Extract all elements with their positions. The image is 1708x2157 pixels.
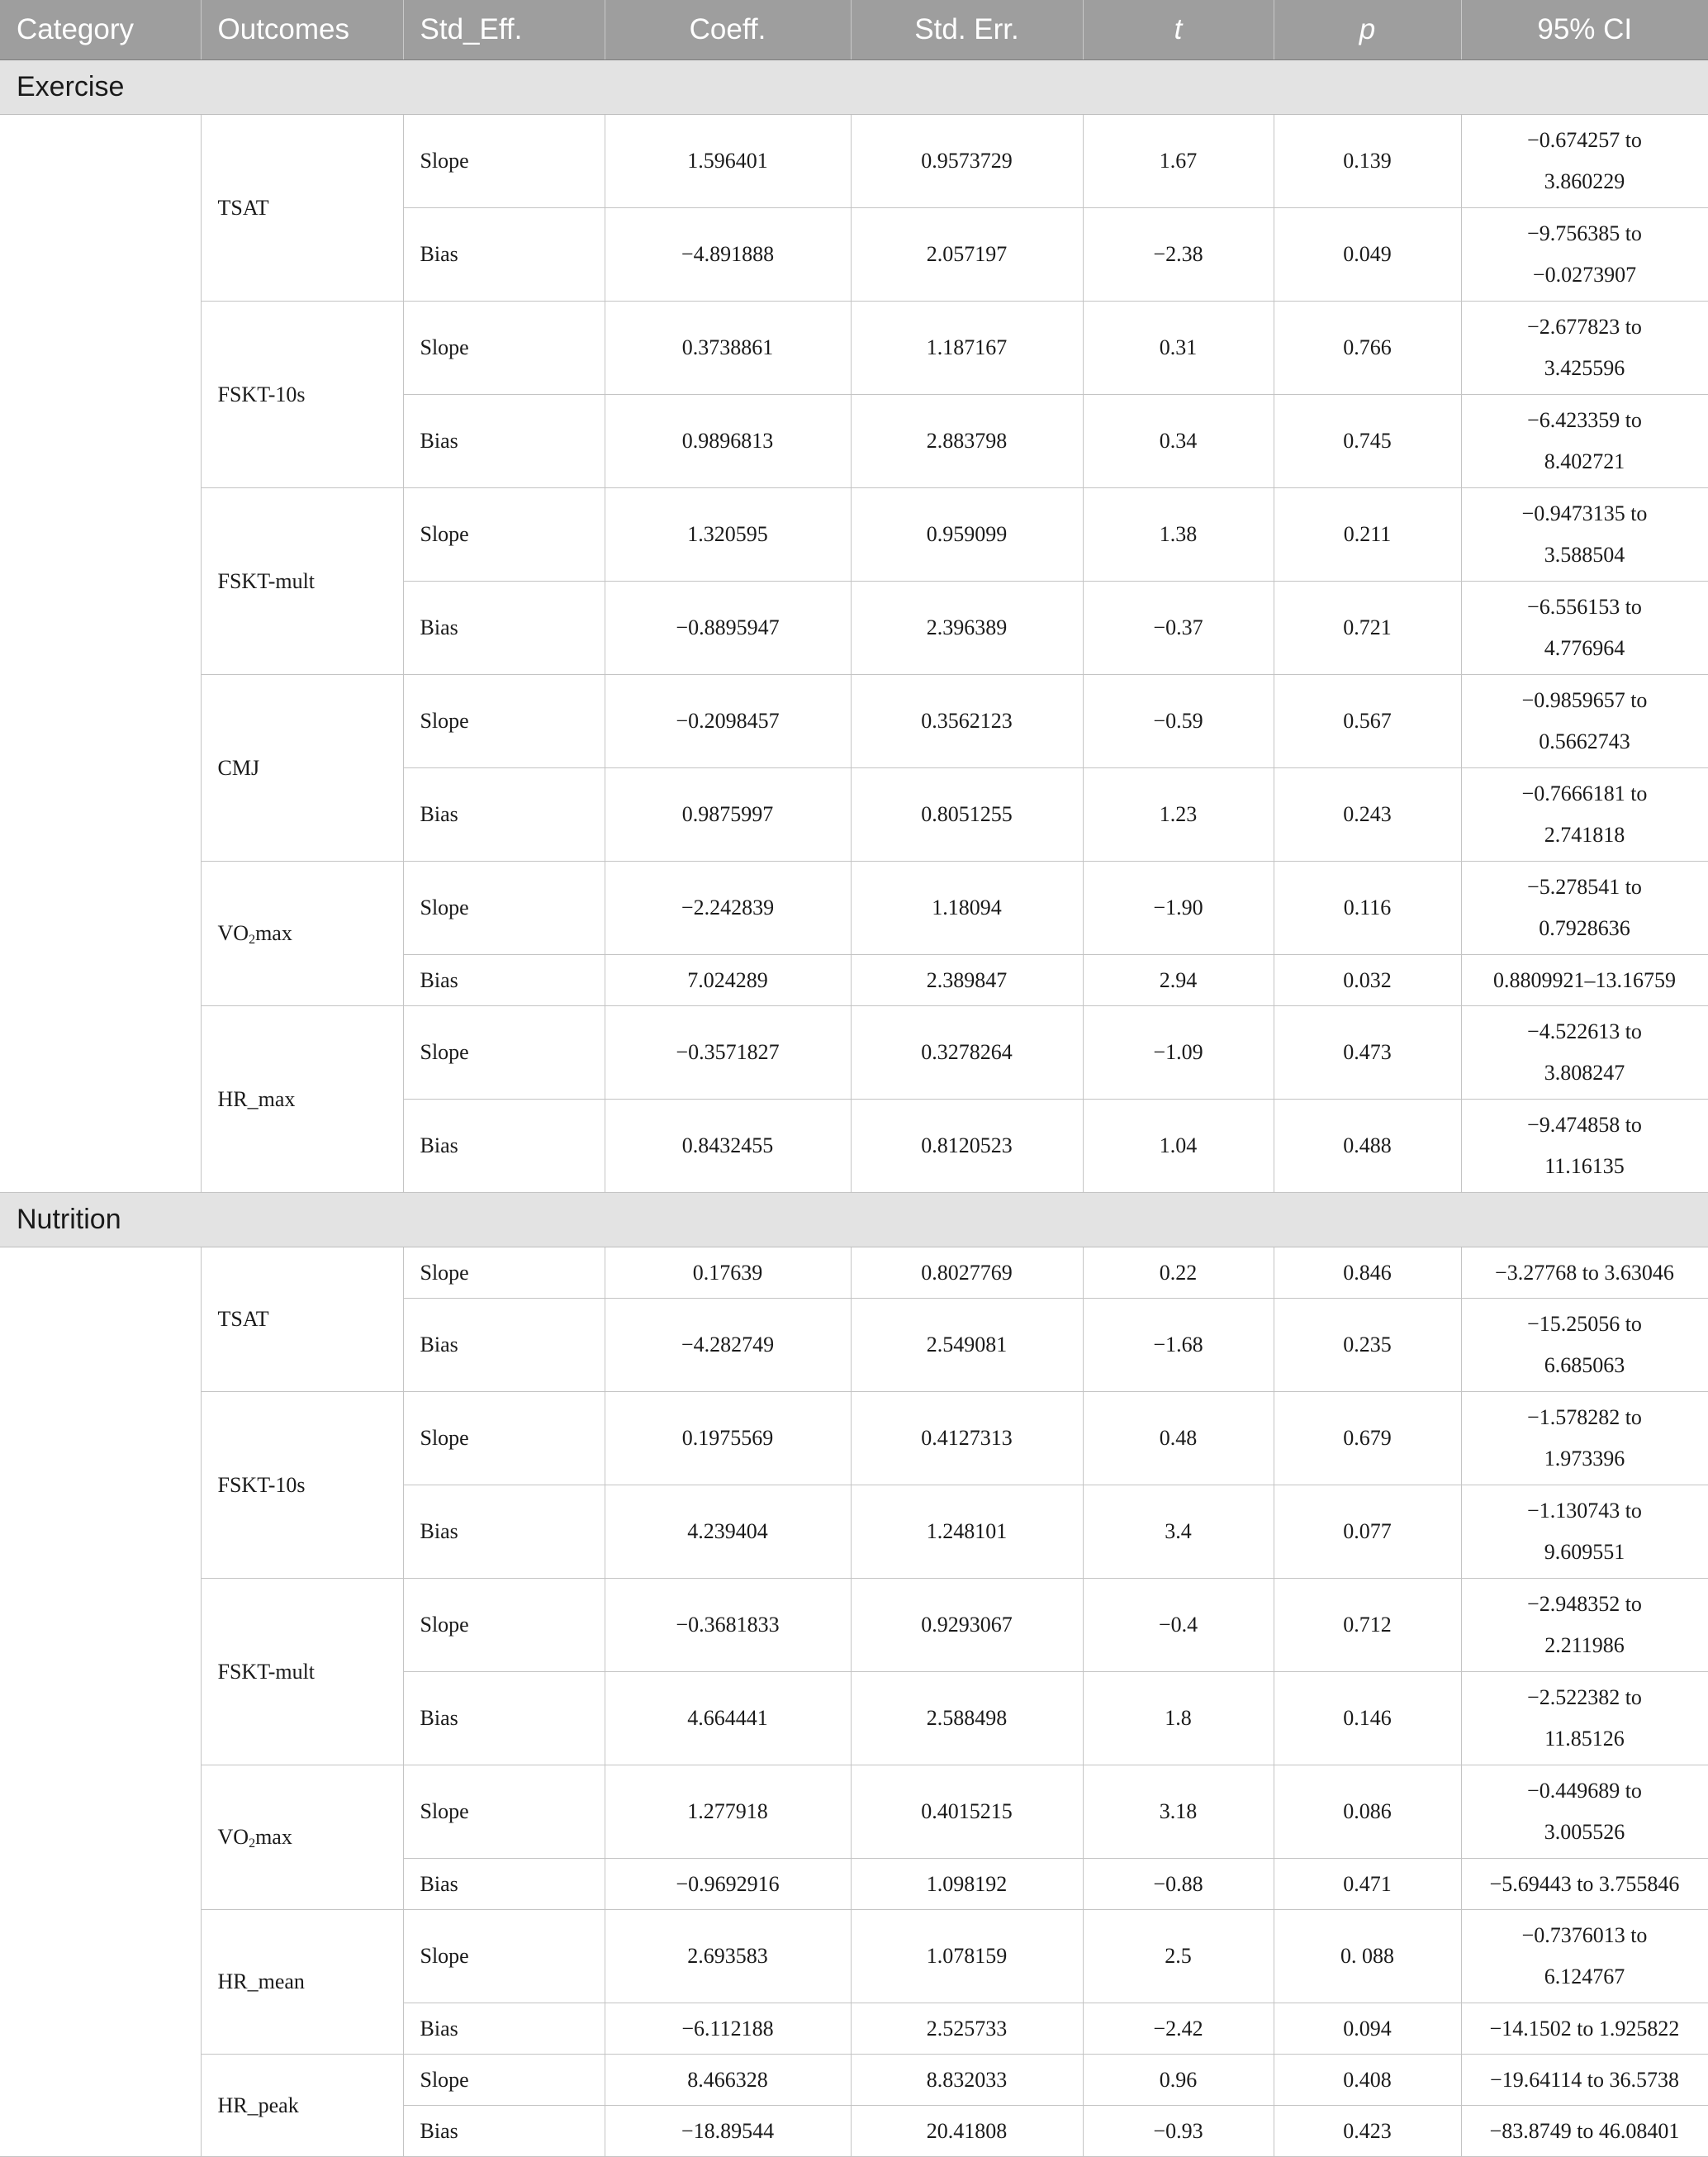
ci-line: 2.741818 — [1544, 823, 1625, 847]
t-cell: 0.48 — [1083, 1392, 1274, 1485]
ci-line: −14.1502 to 1.925822 — [1489, 2016, 1680, 2041]
ci-line: 0.5662743 — [1539, 729, 1630, 753]
t-cell: −0.88 — [1083, 1859, 1274, 1910]
ci-line: −5.278541 to — [1527, 875, 1642, 899]
header-ci: 95% CI — [1461, 0, 1708, 60]
category-cell — [0, 1247, 201, 2157]
p-cell: 0.423 — [1274, 2106, 1461, 2157]
ci-cell — [1461, 1859, 1708, 1910]
p-cell: 0.488 — [1274, 1100, 1461, 1193]
ci-cell — [1461, 582, 1708, 675]
ci-cell — [1461, 768, 1708, 862]
ci-line: −2.677823 to — [1527, 315, 1642, 339]
p-cell: 0.567 — [1274, 675, 1461, 768]
ci-line: −0.674257 to — [1527, 128, 1642, 152]
p-cell: 0.049 — [1274, 208, 1461, 302]
t-cell: −1.09 — [1083, 1006, 1274, 1100]
std-err-cell: 0.8051255 — [851, 768, 1083, 862]
outcome-name: HR_max — [217, 1086, 296, 1111]
ci-cell — [1461, 1247, 1708, 1299]
p-cell: 0.471 — [1274, 1859, 1461, 1910]
p-cell: 0.679 — [1274, 1392, 1461, 1485]
ci-line: 11.16135 — [1544, 1154, 1625, 1178]
outcome-cell — [201, 488, 403, 675]
p-cell: 0.408 — [1274, 2055, 1461, 2106]
std-err-cell: 8.832033 — [851, 2055, 1083, 2106]
std-eff-cell: Bias — [403, 1299, 605, 1392]
group-row — [0, 60, 1708, 115]
std-err-cell: 0.9293067 — [851, 1579, 1083, 1672]
std-err-cell: 2.588498 — [851, 1672, 1083, 1765]
header-coeff: Coeff. — [605, 0, 851, 60]
coeff-cell: −4.891888 — [605, 208, 851, 302]
table-row — [0, 1765, 1708, 1859]
t-cell: 2.94 — [1083, 955, 1274, 1006]
t-cell: −0.37 — [1083, 582, 1274, 675]
t-cell: −1.68 — [1083, 1299, 1274, 1392]
table-row — [0, 1910, 1708, 2003]
ci-line: 3.808247 — [1544, 1061, 1625, 1085]
table-body — [0, 60, 1708, 2157]
ci-cell — [1461, 1006, 1708, 1100]
std-err-cell: 0.3278264 — [851, 1006, 1083, 1100]
t-cell: 0.22 — [1083, 1247, 1274, 1299]
outcome-suffix: max — [255, 1825, 292, 1849]
ci-line: −6.556153 to — [1527, 595, 1642, 619]
std-eff-cell: Slope — [403, 1910, 605, 2003]
outcome-name: FSKT-mult — [217, 568, 316, 593]
std-err-cell: 2.883798 — [851, 395, 1083, 488]
header-t-label: t — [1174, 13, 1183, 45]
std-err-cell: 20.41808 — [851, 2106, 1083, 2157]
ci-line: −83.8749 to 46.08401 — [1489, 2118, 1680, 2143]
ci-cell — [1461, 2003, 1708, 2055]
t-cell: 3.4 — [1083, 1485, 1274, 1579]
ci-cell — [1461, 1299, 1708, 1392]
header-std-eff: Std_Eff. — [403, 0, 605, 60]
ci-cell — [1461, 862, 1708, 955]
p-cell: 0. 088 — [1274, 1910, 1461, 2003]
table-row — [0, 2055, 1708, 2106]
std-err-cell: 1.187167 — [851, 302, 1083, 395]
p-cell: 0.139 — [1274, 115, 1461, 208]
ci-line: −1.578282 to — [1527, 1405, 1642, 1429]
coeff-cell: 2.693583 — [605, 1910, 851, 2003]
coeff-cell: 4.664441 — [605, 1672, 851, 1765]
ci-cell — [1461, 675, 1708, 768]
std-eff-cell: Bias — [403, 1859, 605, 1910]
outcome-name: HR_peak — [217, 2093, 299, 2117]
ci-line: −0.7666181 to — [1521, 782, 1648, 805]
ci-cell — [1461, 1100, 1708, 1193]
std-eff-cell: Bias — [403, 768, 605, 862]
coeff-cell: 8.466328 — [605, 2055, 851, 2106]
std-eff-cell: Slope — [403, 862, 605, 955]
coeff-cell: 0.9875997 — [605, 768, 851, 862]
std-eff-cell: Slope — [403, 675, 605, 768]
group-row — [0, 1193, 1708, 1247]
std-err-cell: 2.389847 — [851, 955, 1083, 1006]
p-cell: 0.032 — [1274, 955, 1461, 1006]
ci-line: 8.402721 — [1544, 449, 1625, 473]
ci-line: 6.685063 — [1544, 1353, 1625, 1377]
coeff-cell: 1.277918 — [605, 1765, 851, 1859]
std-err-cell: 0.4015215 — [851, 1765, 1083, 1859]
p-cell: 0.211 — [1274, 488, 1461, 582]
ci-line: −5.69443 to 3.755846 — [1489, 1871, 1680, 1896]
ci-line: 0.8809921–13.16759 — [1493, 967, 1676, 992]
ci-cell — [1461, 208, 1708, 302]
ci-cell — [1461, 1392, 1708, 1485]
ci-cell — [1461, 1672, 1708, 1765]
std-eff-cell: Slope — [403, 115, 605, 208]
outcome-cell — [201, 1910, 403, 2055]
std-eff-cell: Bias — [403, 208, 605, 302]
p-cell: 0.721 — [1274, 582, 1461, 675]
ci-line: −0.7376013 to — [1521, 1923, 1648, 1947]
coeff-cell: −0.8895947 — [605, 582, 851, 675]
ci-line: 4.776964 — [1544, 636, 1625, 660]
std-err-cell: 0.3562123 — [851, 675, 1083, 768]
outcome-cell — [201, 2055, 403, 2157]
std-err-cell: 1.098192 — [851, 1859, 1083, 1910]
ci-line: −4.522613 to — [1527, 1019, 1642, 1043]
table-row — [0, 1006, 1708, 1100]
ci-line: −0.449689 to — [1527, 1779, 1642, 1803]
outcome-cell — [201, 302, 403, 488]
coeff-cell: −6.112188 — [605, 2003, 851, 2055]
std-err-cell: 1.248101 — [851, 1485, 1083, 1579]
std-eff-cell: Slope — [403, 1392, 605, 1485]
std-err-cell: 1.18094 — [851, 862, 1083, 955]
ci-line: 3.588504 — [1544, 543, 1625, 567]
table-row — [0, 115, 1708, 208]
std-err-cell: 2.057197 — [851, 208, 1083, 302]
std-eff-cell: Bias — [403, 395, 605, 488]
coeff-cell: 1.596401 — [605, 115, 851, 208]
std-eff-cell: Slope — [403, 302, 605, 395]
coeff-cell: −0.9692916 — [605, 1859, 851, 1910]
std-eff-cell: Slope — [403, 1006, 605, 1100]
coeff-cell: −18.89544 — [605, 2106, 851, 2157]
outcome-cell — [201, 862, 403, 1006]
outcome-cell — [201, 1006, 403, 1193]
table-header — [0, 0, 1708, 60]
outcome-cell — [201, 115, 403, 302]
table-row — [0, 1247, 1708, 1299]
outcome-name: FSKT-10s — [217, 1472, 306, 1497]
std-eff-cell: Slope — [403, 488, 605, 582]
std-eff-cell: Bias — [403, 1672, 605, 1765]
group-label: Nutrition — [0, 1193, 1708, 1247]
ci-line: 1.973396 — [1544, 1447, 1625, 1470]
ci-line: −9.756385 to — [1527, 221, 1642, 245]
ci-line: −1.130743 to — [1527, 1499, 1642, 1523]
header-std-err: Std. Err. — [851, 0, 1083, 60]
std-err-cell: 0.959099 — [851, 488, 1083, 582]
table-row — [0, 488, 1708, 582]
coeff-cell: 0.3738861 — [605, 302, 851, 395]
p-cell: 0.146 — [1274, 1672, 1461, 1765]
table-row — [0, 862, 1708, 955]
outcome-subscript: 2 — [249, 933, 256, 947]
coeff-cell: 7.024289 — [605, 955, 851, 1006]
ci-cell — [1461, 302, 1708, 395]
ci-line: −2.522382 to — [1527, 1685, 1642, 1709]
ci-line: −6.423359 to — [1527, 408, 1642, 432]
coeff-cell: 0.8432455 — [605, 1100, 851, 1193]
coeff-cell: 0.9896813 — [605, 395, 851, 488]
ci-line: −15.25056 to — [1527, 1312, 1642, 1336]
t-cell: −1.90 — [1083, 862, 1274, 955]
std-eff-cell: Bias — [403, 1485, 605, 1579]
ci-line: 3.425596 — [1544, 356, 1625, 380]
std-eff-cell: Bias — [403, 582, 605, 675]
outcome-cell — [201, 675, 403, 862]
outcome-name: FSKT-mult — [217, 1659, 316, 1684]
header-p — [1274, 0, 1461, 60]
header-category: Category — [0, 0, 201, 60]
ci-line: 11.85126 — [1544, 1727, 1625, 1751]
p-cell: 0.116 — [1274, 862, 1461, 955]
ci-line: −0.9473135 to — [1521, 501, 1648, 525]
coeff-cell: 1.320595 — [605, 488, 851, 582]
std-eff-cell: Bias — [403, 955, 605, 1006]
std-err-cell: 0.8120523 — [851, 1100, 1083, 1193]
ci-line: 2.211986 — [1544, 1633, 1625, 1657]
t-cell: 1.04 — [1083, 1100, 1274, 1193]
p-cell: 0.712 — [1274, 1579, 1461, 1672]
outcome-cell — [201, 1247, 403, 1392]
ci-cell — [1461, 1485, 1708, 1579]
p-cell: 0.077 — [1274, 1485, 1461, 1579]
t-cell: 2.5 — [1083, 1910, 1274, 2003]
t-cell: −2.42 — [1083, 2003, 1274, 2055]
std-err-cell: 2.396389 — [851, 582, 1083, 675]
outcome-name: HR_mean — [217, 1969, 305, 1993]
ci-cell — [1461, 115, 1708, 208]
t-cell: 3.18 — [1083, 1765, 1274, 1859]
outcome-name: VO — [217, 1825, 249, 1849]
p-cell: 0.235 — [1274, 1299, 1461, 1392]
coeff-cell: 0.1975569 — [605, 1392, 851, 1485]
ci-line: 9.609551 — [1544, 1540, 1625, 1564]
std-err-cell: 2.525733 — [851, 2003, 1083, 2055]
ci-cell — [1461, 1910, 1708, 2003]
ci-line: 0.7928636 — [1539, 916, 1630, 940]
outcome-suffix: max — [255, 921, 292, 945]
ci-line: −9.474858 to — [1527, 1113, 1642, 1137]
coeff-cell: 4.239404 — [605, 1485, 851, 1579]
coeff-cell: −2.242839 — [605, 862, 851, 955]
table-row — [0, 302, 1708, 395]
p-cell: 0.846 — [1274, 1247, 1461, 1299]
std-err-cell: 0.8027769 — [851, 1247, 1083, 1299]
std-eff-cell: Bias — [403, 2003, 605, 2055]
ci-cell — [1461, 1579, 1708, 1672]
t-cell: 0.34 — [1083, 395, 1274, 488]
outcome-name: FSKT-10s — [217, 382, 306, 406]
t-cell: 1.67 — [1083, 115, 1274, 208]
group-label: Exercise — [0, 60, 1708, 115]
outcome-cell — [201, 1579, 403, 1765]
std-eff-cell: Bias — [403, 2106, 605, 2157]
t-cell: −0.93 — [1083, 2106, 1274, 2157]
t-cell: 0.31 — [1083, 302, 1274, 395]
std-err-cell: 0.4127313 — [851, 1392, 1083, 1485]
t-cell: −0.4 — [1083, 1579, 1274, 1672]
t-cell: 1.23 — [1083, 768, 1274, 862]
ci-line: −3.27768 to 3.63046 — [1495, 1260, 1674, 1285]
std-eff-cell: Bias — [403, 1100, 605, 1193]
coeff-cell: 0.17639 — [605, 1247, 851, 1299]
outcome-cell — [201, 1765, 403, 1910]
coeff-cell: −0.2098457 — [605, 675, 851, 768]
std-err-cell: 0.9573729 — [851, 115, 1083, 208]
coeff-cell: −0.3571827 — [605, 1006, 851, 1100]
header-row — [0, 0, 1708, 60]
table-row — [0, 1392, 1708, 1485]
ci-line: 3.860229 — [1544, 169, 1625, 193]
outcome-name: VO — [217, 921, 249, 945]
ci-cell — [1461, 2055, 1708, 2106]
ci-cell — [1461, 2106, 1708, 2157]
ci-line: −19.64114 to 36.5738 — [1490, 2067, 1679, 2092]
ci-line: −0.0273907 — [1532, 263, 1637, 287]
category-cell — [0, 115, 201, 1193]
std-eff-cell: Slope — [403, 1765, 605, 1859]
std-eff-cell: Slope — [403, 2055, 605, 2106]
std-eff-cell: Slope — [403, 1579, 605, 1672]
ci-line: −0.9859657 to — [1521, 688, 1648, 712]
table-row — [0, 675, 1708, 768]
std-err-cell: 1.078159 — [851, 1910, 1083, 2003]
t-cell: −2.38 — [1083, 208, 1274, 302]
p-cell: 0.473 — [1274, 1006, 1461, 1100]
ci-cell — [1461, 955, 1708, 1006]
coeff-cell: −4.282749 — [605, 1299, 851, 1392]
ci-line: 6.124767 — [1544, 1965, 1625, 1988]
outcome-name: CMJ — [217, 755, 260, 780]
outcome-name: TSAT — [217, 1307, 269, 1331]
p-cell: 0.745 — [1274, 395, 1461, 488]
t-cell: 0.96 — [1083, 2055, 1274, 2106]
ci-cell — [1461, 1765, 1708, 1859]
ci-line: 3.005526 — [1544, 1820, 1625, 1844]
t-cell: 1.38 — [1083, 488, 1274, 582]
outcome-cell — [201, 1392, 403, 1579]
table-row — [0, 1579, 1708, 1672]
ci-line: −2.948352 to — [1527, 1592, 1642, 1616]
std-eff-cell: Slope — [403, 1247, 605, 1299]
header-t — [1083, 0, 1274, 60]
ci-cell — [1461, 395, 1708, 488]
outcome-subscript: 2 — [249, 1836, 256, 1851]
header-outcomes: Outcomes — [201, 0, 403, 60]
p-cell: 0.243 — [1274, 768, 1461, 862]
p-cell: 0.094 — [1274, 2003, 1461, 2055]
ci-cell — [1461, 488, 1708, 582]
coeff-cell: −0.3681833 — [605, 1579, 851, 1672]
std-err-cell: 2.549081 — [851, 1299, 1083, 1392]
header-p-label: p — [1359, 13, 1376, 45]
t-cell: −0.59 — [1083, 675, 1274, 768]
p-cell: 0.766 — [1274, 302, 1461, 395]
t-cell: 1.8 — [1083, 1672, 1274, 1765]
p-cell: 0.086 — [1274, 1765, 1461, 1859]
outcome-name: TSAT — [217, 195, 269, 220]
